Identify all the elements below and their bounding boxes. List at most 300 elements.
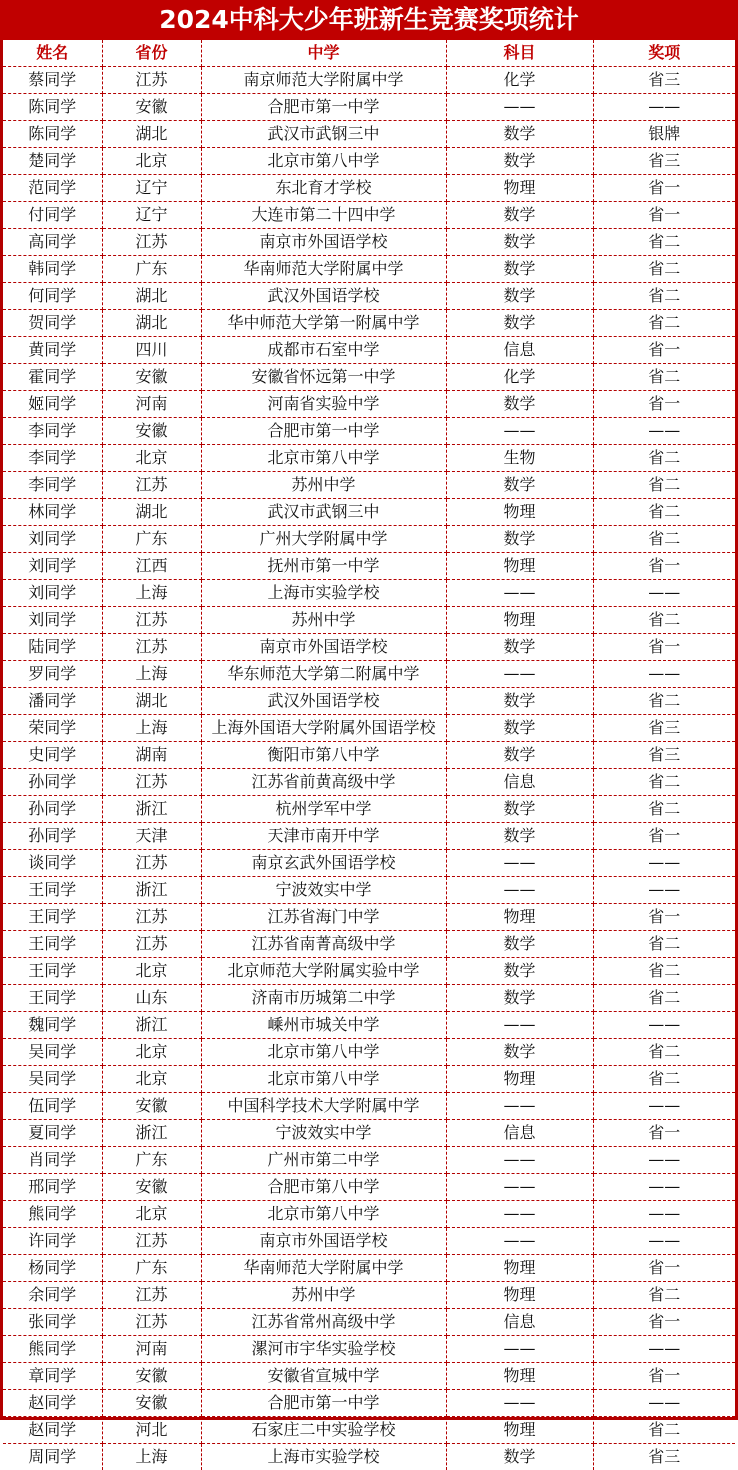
cell-school: 衡阳市第八中学 <box>201 742 446 769</box>
cell-province: 江苏 <box>102 607 201 634</box>
table-row <box>3 310 735 337</box>
table-row <box>3 904 735 931</box>
cell-subject: 数学 <box>446 472 593 499</box>
cell-subject: 物理 <box>446 904 593 931</box>
cell-subject: 数学 <box>446 256 593 283</box>
cell-school: 江苏省常州高级中学 <box>201 1309 446 1336</box>
cell-name: 黄同学 <box>3 337 102 364</box>
cell-school: 武汉市武钢三中 <box>201 499 446 526</box>
cell-school: 大连市第二十四中学 <box>201 202 446 229</box>
table-row <box>3 337 735 364</box>
table-row <box>3 823 735 850</box>
cell-province: 江苏 <box>102 634 201 661</box>
cell-name: 吴同学 <box>3 1039 102 1066</box>
cell-school: 安徽省怀远第一中学 <box>201 364 446 391</box>
cell-name: 何同学 <box>3 283 102 310</box>
cell-province: 浙江 <box>102 1120 201 1147</box>
cell-province: 北京 <box>102 1066 201 1093</box>
cell-subject: 物理 <box>446 1417 593 1444</box>
cell-name: 杨同学 <box>3 1255 102 1282</box>
cell-name: 许同学 <box>3 1228 102 1255</box>
table-row <box>3 148 735 175</box>
cell-award: 省三 <box>593 715 735 742</box>
cell-province: 江苏 <box>102 769 201 796</box>
table-row <box>3 607 735 634</box>
cell-name: 魏同学 <box>3 1012 102 1039</box>
cell-subject: 数学 <box>446 931 593 958</box>
table-row <box>3 1174 735 1201</box>
cell-award: —— <box>593 418 735 445</box>
cell-name: 霍同学 <box>3 364 102 391</box>
cell-name: 荣同学 <box>3 715 102 742</box>
cell-school: 东北育才学校 <box>201 175 446 202</box>
table-row <box>3 1444 735 1470</box>
table-header-row <box>3 40 735 67</box>
table-row <box>3 688 735 715</box>
cell-subject: 数学 <box>446 715 593 742</box>
cell-award: 省三 <box>593 148 735 175</box>
cell-name: 吴同学 <box>3 1066 102 1093</box>
cell-award: —— <box>593 1174 735 1201</box>
column-header-province: 省份 <box>102 40 201 67</box>
table-row <box>3 1120 735 1147</box>
cell-name: 蔡同学 <box>3 67 102 94</box>
cell-province: 安徽 <box>102 418 201 445</box>
cell-name: 伍同学 <box>3 1093 102 1120</box>
cell-province: 上海 <box>102 661 201 688</box>
cell-school: 安徽省宣城中学 <box>201 1363 446 1390</box>
cell-subject: —— <box>446 1174 593 1201</box>
cell-province: 辽宁 <box>102 202 201 229</box>
cell-subject: 数学 <box>446 283 593 310</box>
table-row <box>3 850 735 877</box>
cell-school: 杭州学军中学 <box>201 796 446 823</box>
cell-award: 省一 <box>593 202 735 229</box>
table-row <box>3 364 735 391</box>
cell-school: 上海市实验学校 <box>201 580 446 607</box>
cell-subject: 信息 <box>446 1120 593 1147</box>
cell-school: 南京市外国语学校 <box>201 229 446 256</box>
cell-name: 姬同学 <box>3 391 102 418</box>
table-row <box>3 1147 735 1174</box>
table-row <box>3 1201 735 1228</box>
cell-subject: 数学 <box>446 688 593 715</box>
cell-award: —— <box>593 1390 735 1417</box>
table-row <box>3 445 735 472</box>
cell-name: 贺同学 <box>3 310 102 337</box>
table-row <box>3 553 735 580</box>
cell-subject: 数学 <box>446 634 593 661</box>
cell-award: —— <box>593 94 735 121</box>
cell-award: 省二 <box>593 1417 735 1444</box>
cell-province: 山东 <box>102 985 201 1012</box>
cell-province: 湖北 <box>102 688 201 715</box>
cell-name: 王同学 <box>3 985 102 1012</box>
table-row <box>3 796 735 823</box>
cell-award: 省三 <box>593 742 735 769</box>
cell-name: 史同学 <box>3 742 102 769</box>
table-row <box>3 1039 735 1066</box>
cell-school: 上海市实验学校 <box>201 1444 446 1470</box>
cell-name: 谈同学 <box>3 850 102 877</box>
cell-school: 南京市外国语学校 <box>201 1228 446 1255</box>
cell-subject: —— <box>446 1201 593 1228</box>
cell-province: 四川 <box>102 337 201 364</box>
table-row <box>3 1066 735 1093</box>
cell-subject: 生物 <box>446 445 593 472</box>
cell-subject: 物理 <box>446 1282 593 1309</box>
cell-award: 省一 <box>593 1120 735 1147</box>
column-header-award: 奖项 <box>593 40 735 67</box>
cell-subject: 数学 <box>446 958 593 985</box>
cell-subject: 数学 <box>446 985 593 1012</box>
cell-subject: 信息 <box>446 769 593 796</box>
cell-subject: 数学 <box>446 202 593 229</box>
cell-name: 李同学 <box>3 445 102 472</box>
cell-school: 天津市南开中学 <box>201 823 446 850</box>
table-row <box>3 742 735 769</box>
table-row <box>3 202 735 229</box>
cell-subject: 物理 <box>446 175 593 202</box>
cell-name: 余同学 <box>3 1282 102 1309</box>
cell-school: 北京市第八中学 <box>201 1066 446 1093</box>
cell-subject: —— <box>446 850 593 877</box>
cell-award: 省一 <box>593 553 735 580</box>
cell-province: 江西 <box>102 553 201 580</box>
cell-province: 安徽 <box>102 364 201 391</box>
table-row <box>3 256 735 283</box>
cell-subject: 物理 <box>446 607 593 634</box>
cell-province: 广东 <box>102 1255 201 1282</box>
cell-school: 苏州中学 <box>201 472 446 499</box>
column-header-subject: 科目 <box>446 40 593 67</box>
cell-province: 辽宁 <box>102 175 201 202</box>
cell-award: 省二 <box>593 499 735 526</box>
cell-subject: —— <box>446 661 593 688</box>
table-row <box>3 715 735 742</box>
cell-name: 陈同学 <box>3 94 102 121</box>
cell-school: 南京市外国语学校 <box>201 634 446 661</box>
cell-subject: 物理 <box>446 1066 593 1093</box>
cell-school: 南京师范大学附属中学 <box>201 67 446 94</box>
cell-province: 江苏 <box>102 472 201 499</box>
cell-award: 省一 <box>593 1255 735 1282</box>
column-header-name: 姓名 <box>3 40 102 67</box>
cell-subject: 物理 <box>446 1363 593 1390</box>
cell-name: 高同学 <box>3 229 102 256</box>
cell-school: 漯河市宇华实验学校 <box>201 1336 446 1363</box>
table-row <box>3 1255 735 1282</box>
cell-province: 湖北 <box>102 121 201 148</box>
cell-school: 抚州市第一中学 <box>201 553 446 580</box>
cell-province: 安徽 <box>102 1093 201 1120</box>
cell-award: 省二 <box>593 1039 735 1066</box>
cell-award: —— <box>593 877 735 904</box>
cell-name: 李同学 <box>3 472 102 499</box>
cell-school: 合肥市第一中学 <box>201 94 446 121</box>
table-row <box>3 958 735 985</box>
cell-school: 华南师范大学附属中学 <box>201 256 446 283</box>
cell-award: —— <box>593 1336 735 1363</box>
cell-province: 湖北 <box>102 310 201 337</box>
table-row <box>3 1417 735 1444</box>
cell-name: 潘同学 <box>3 688 102 715</box>
cell-province: 天津 <box>102 823 201 850</box>
cell-school: 江苏省前黄高级中学 <box>201 769 446 796</box>
cell-school: 河南省实验中学 <box>201 391 446 418</box>
cell-award: 省二 <box>593 985 735 1012</box>
cell-province: 河南 <box>102 1336 201 1363</box>
cell-subject: 信息 <box>446 1309 593 1336</box>
cell-school: 江苏省南菁高级中学 <box>201 931 446 958</box>
cell-province: 江苏 <box>102 904 201 931</box>
cell-school: 武汉市武钢三中 <box>201 121 446 148</box>
cell-province: 浙江 <box>102 796 201 823</box>
table-row <box>3 1282 735 1309</box>
cell-name: 夏同学 <box>3 1120 102 1147</box>
cell-name: 刘同学 <box>3 526 102 553</box>
table-row <box>3 634 735 661</box>
cell-province: 北京 <box>102 1039 201 1066</box>
table-row <box>3 418 735 445</box>
cell-award: 省二 <box>593 688 735 715</box>
cell-name: 孙同学 <box>3 769 102 796</box>
cell-subject: —— <box>446 94 593 121</box>
cell-school: 济南市历城第二中学 <box>201 985 446 1012</box>
cell-school: 南京玄武外国语学校 <box>201 850 446 877</box>
cell-subject: 数学 <box>446 1039 593 1066</box>
cell-province: 北京 <box>102 958 201 985</box>
cell-name: 熊同学 <box>3 1336 102 1363</box>
table-row <box>3 499 735 526</box>
cell-award: 省三 <box>593 1444 735 1470</box>
table-row <box>3 94 735 121</box>
cell-award: 省二 <box>593 283 735 310</box>
cell-award: 银牌 <box>593 121 735 148</box>
cell-name: 肖同学 <box>3 1147 102 1174</box>
cell-award: —— <box>593 1012 735 1039</box>
table-row <box>3 1228 735 1255</box>
table-row <box>3 985 735 1012</box>
cell-award: 省一 <box>593 634 735 661</box>
cell-province: 浙江 <box>102 877 201 904</box>
cell-school: 北京师范大学附属实验中学 <box>201 958 446 985</box>
cell-name: 范同学 <box>3 175 102 202</box>
cell-subject: 数学 <box>446 391 593 418</box>
cell-province: 安徽 <box>102 1174 201 1201</box>
cell-award: —— <box>593 1228 735 1255</box>
cell-name: 李同学 <box>3 418 102 445</box>
cell-province: 湖南 <box>102 742 201 769</box>
cell-school: 北京市第八中学 <box>201 1201 446 1228</box>
cell-school: 成都市石室中学 <box>201 337 446 364</box>
cell-subject: 数学 <box>446 148 593 175</box>
table-row <box>3 283 735 310</box>
cell-award: 省一 <box>593 904 735 931</box>
cell-province: 江苏 <box>102 1228 201 1255</box>
cell-subject: —— <box>446 1336 593 1363</box>
cell-province: 江苏 <box>102 931 201 958</box>
cell-province: 江苏 <box>102 229 201 256</box>
cell-award: —— <box>593 1147 735 1174</box>
cell-subject: —— <box>446 580 593 607</box>
cell-school: 华东师范大学第二附属中学 <box>201 661 446 688</box>
table-row <box>3 877 735 904</box>
cell-award: 省一 <box>593 1309 735 1336</box>
table-row <box>3 229 735 256</box>
table-row <box>3 1336 735 1363</box>
cell-award: 省二 <box>593 607 735 634</box>
cell-name: 陆同学 <box>3 634 102 661</box>
cell-school: 苏州中学 <box>201 607 446 634</box>
cell-province: 江苏 <box>102 850 201 877</box>
cell-school: 广州大学附属中学 <box>201 526 446 553</box>
cell-name: 熊同学 <box>3 1201 102 1228</box>
cell-subject: 数学 <box>446 823 593 850</box>
cell-award: 省二 <box>593 526 735 553</box>
cell-subject: 化学 <box>446 67 593 94</box>
cell-subject: —— <box>446 1228 593 1255</box>
cell-subject: 数学 <box>446 1444 593 1470</box>
cell-school: 中国科学技术大学附属中学 <box>201 1093 446 1120</box>
cell-school: 合肥市第八中学 <box>201 1174 446 1201</box>
table-body <box>3 67 735 1470</box>
cell-province: 湖北 <box>102 283 201 310</box>
cell-name: 刘同学 <box>3 580 102 607</box>
cell-province: 安徽 <box>102 94 201 121</box>
cell-name: 刘同学 <box>3 607 102 634</box>
cell-award: 省一 <box>593 1363 735 1390</box>
cell-award: 省二 <box>593 931 735 958</box>
cell-name: 赵同学 <box>3 1417 102 1444</box>
cell-province: 广东 <box>102 526 201 553</box>
cell-school: 北京市第八中学 <box>201 148 446 175</box>
cell-province: 广东 <box>102 1147 201 1174</box>
cell-name: 赵同学 <box>3 1390 102 1417</box>
cell-award: 省二 <box>593 445 735 472</box>
cell-school: 宁波效实中学 <box>201 877 446 904</box>
table-row <box>3 931 735 958</box>
cell-name: 周同学 <box>3 1444 102 1470</box>
table-row <box>3 175 735 202</box>
cell-award: —— <box>593 580 735 607</box>
cell-subject: 化学 <box>446 364 593 391</box>
cell-province: 河北 <box>102 1417 201 1444</box>
table-row <box>3 1363 735 1390</box>
cell-award: 省二 <box>593 364 735 391</box>
cell-province: 河南 <box>102 391 201 418</box>
cell-name: 刘同学 <box>3 553 102 580</box>
cell-award: 省一 <box>593 391 735 418</box>
cell-name: 楚同学 <box>3 148 102 175</box>
table-row <box>3 67 735 94</box>
cell-province: 北京 <box>102 445 201 472</box>
cell-province: 浙江 <box>102 1012 201 1039</box>
cell-province: 江苏 <box>102 1309 201 1336</box>
cell-award: 省二 <box>593 1282 735 1309</box>
cell-award: 省二 <box>593 472 735 499</box>
column-header-school: 中学 <box>201 40 446 67</box>
cell-province: 上海 <box>102 1444 201 1470</box>
cell-subject: 数学 <box>446 526 593 553</box>
cell-name: 王同学 <box>3 877 102 904</box>
cell-award: 省三 <box>593 67 735 94</box>
cell-school: 苏州中学 <box>201 1282 446 1309</box>
award-table <box>3 40 735 1470</box>
page-title: 2024中科大少年班新生竞赛奖项统计 <box>0 0 738 40</box>
cell-subject: 信息 <box>446 337 593 364</box>
cell-award: —— <box>593 1201 735 1228</box>
cell-subject: 数学 <box>446 310 593 337</box>
cell-subject: —— <box>446 1012 593 1039</box>
cell-award: 省一 <box>593 337 735 364</box>
cell-name: 陈同学 <box>3 121 102 148</box>
cell-subject: 数学 <box>446 796 593 823</box>
cell-subject: 物理 <box>446 499 593 526</box>
cell-award: 省二 <box>593 256 735 283</box>
cell-subject: 物理 <box>446 1255 593 1282</box>
table-row <box>3 526 735 553</box>
cell-award: 省一 <box>593 823 735 850</box>
cell-school: 合肥市第一中学 <box>201 418 446 445</box>
cell-school: 上海外国语大学附属外国语学校 <box>201 715 446 742</box>
cell-award: 省二 <box>593 229 735 256</box>
cell-subject: —— <box>446 1093 593 1120</box>
table-row <box>3 1012 735 1039</box>
cell-name: 付同学 <box>3 202 102 229</box>
table-row <box>3 391 735 418</box>
cell-province: 广东 <box>102 256 201 283</box>
cell-award: —— <box>593 1093 735 1120</box>
cell-name: 王同学 <box>3 904 102 931</box>
cell-school: 武汉外国语学校 <box>201 688 446 715</box>
cell-province: 安徽 <box>102 1390 201 1417</box>
cell-award: 省二 <box>593 1066 735 1093</box>
cell-award: —— <box>593 850 735 877</box>
table-row <box>3 661 735 688</box>
table-row <box>3 769 735 796</box>
cell-province: 上海 <box>102 580 201 607</box>
cell-name: 罗同学 <box>3 661 102 688</box>
cell-award: 省二 <box>593 958 735 985</box>
table-row <box>3 472 735 499</box>
cell-school: 华南师范大学附属中学 <box>201 1255 446 1282</box>
cell-name: 王同学 <box>3 958 102 985</box>
table-row <box>3 121 735 148</box>
cell-school: 宁波效实中学 <box>201 1120 446 1147</box>
cell-province: 上海 <box>102 715 201 742</box>
cell-school: 华中师范大学第一附属中学 <box>201 310 446 337</box>
table-row <box>3 1093 735 1120</box>
cell-school: 合肥市第一中学 <box>201 1390 446 1417</box>
cell-subject: 物理 <box>446 553 593 580</box>
cell-school: 广州市第二中学 <box>201 1147 446 1174</box>
cell-school: 武汉外国语学校 <box>201 283 446 310</box>
cell-name: 王同学 <box>3 931 102 958</box>
cell-subject: —— <box>446 1390 593 1417</box>
cell-subject: 数学 <box>446 121 593 148</box>
cell-school: 北京市第八中学 <box>201 445 446 472</box>
cell-school: 北京市第八中学 <box>201 1039 446 1066</box>
cell-subject: —— <box>446 418 593 445</box>
cell-province: 北京 <box>102 1201 201 1228</box>
cell-province: 湖北 <box>102 499 201 526</box>
cell-school: 江苏省海门中学 <box>201 904 446 931</box>
cell-subject: —— <box>446 1147 593 1174</box>
cell-name: 韩同学 <box>3 256 102 283</box>
cell-school: 嵊州市城关中学 <box>201 1012 446 1039</box>
table-row <box>3 1390 735 1417</box>
